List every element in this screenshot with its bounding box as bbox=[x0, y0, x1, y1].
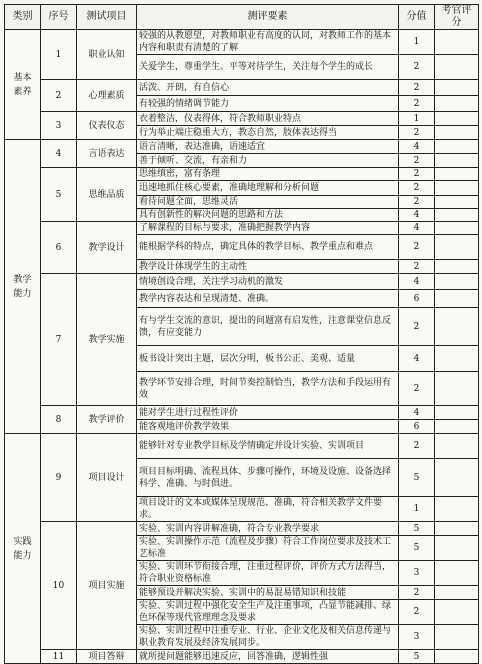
element-score: 2 bbox=[399, 126, 435, 140]
table-row bbox=[5, 112, 479, 126]
table-row bbox=[5, 222, 479, 235]
examiner-score-cell[interactable] bbox=[435, 346, 479, 372]
element-score: 2 bbox=[399, 586, 435, 600]
element-text: 行为举止端庄稳重大方，教态自然，肢体表达得当 bbox=[137, 126, 399, 140]
element-score: 6 bbox=[399, 290, 435, 308]
item-name: 教学实施 bbox=[77, 274, 137, 406]
examiner-score-cell[interactable] bbox=[435, 561, 479, 586]
element-score: 2 bbox=[399, 235, 435, 260]
element-score: 2 bbox=[399, 308, 435, 346]
element-score: 5 bbox=[399, 650, 435, 664]
examiner-score-cell[interactable] bbox=[435, 154, 479, 168]
evaluation-table bbox=[4, 4, 479, 664]
examiner-score-cell[interactable] bbox=[435, 80, 479, 96]
element-text: 具有创新性的解决问题的思路和方法 bbox=[137, 209, 399, 222]
item-name: 项目设计 bbox=[77, 434, 137, 522]
element-text: 板书设计突出主题，层次分明，板书公正、美观、适量 bbox=[137, 346, 399, 372]
item-name: 仪表仪态 bbox=[77, 112, 137, 140]
item-name: 项目实施 bbox=[77, 522, 137, 650]
element-score: 4 bbox=[399, 140, 435, 154]
table-row bbox=[5, 274, 479, 290]
element-text: 实验、实训过程中注重专业、行业、企业文化及相关信息传递与职业教育发展及经济发展同步。 bbox=[137, 625, 399, 650]
examiner-score-cell[interactable] bbox=[435, 459, 479, 497]
examiner-score-cell[interactable] bbox=[435, 126, 479, 140]
item-name: 职业认知 bbox=[77, 30, 137, 80]
element-text: 语言清晰，表达准确，语速适宜 bbox=[137, 140, 399, 154]
item-number: 1 bbox=[41, 30, 77, 80]
element-text: 实验、实训内容讲解准确，符合专业教学要求 bbox=[137, 522, 399, 536]
element-text: 能对学生进行过程性评价 bbox=[137, 406, 399, 420]
element-score: 2 bbox=[399, 55, 435, 80]
table-row bbox=[5, 650, 479, 664]
examiner-score-cell[interactable] bbox=[435, 260, 479, 274]
element-score: 2 bbox=[399, 260, 435, 274]
header-number: 序号 bbox=[41, 5, 77, 30]
examiner-score-cell[interactable] bbox=[435, 196, 479, 209]
examiner-score-cell[interactable] bbox=[435, 625, 479, 650]
item-number: 10 bbox=[41, 522, 77, 650]
element-score: 5 bbox=[399, 459, 435, 497]
element-score: 1 bbox=[399, 30, 435, 55]
element-text: 有较强的情绪调节能力 bbox=[137, 96, 399, 112]
item-number: 8 bbox=[41, 406, 77, 434]
element-text: 就所提问题能够迅速反应，回答准确，逻辑性强 bbox=[137, 650, 399, 664]
element-score: 3 bbox=[399, 625, 435, 650]
element-score: 1 bbox=[399, 112, 435, 126]
item-name: 教学评价 bbox=[77, 406, 137, 434]
element-score: 1 bbox=[399, 497, 435, 522]
element-text: 教学设计体现学生的主动性 bbox=[137, 260, 399, 274]
table-row bbox=[5, 522, 479, 536]
element-score: 2 bbox=[399, 600, 435, 625]
header-score: 分值 bbox=[399, 5, 435, 30]
header-row bbox=[5, 5, 479, 30]
element-score: 2 bbox=[399, 181, 435, 196]
examiner-score-cell[interactable] bbox=[435, 30, 479, 55]
element-text: 较强的从教愿望，对教师职业有高度的认同，对教师工作的基本内容和职责有清楚的了解 bbox=[137, 30, 399, 55]
examiner-score-cell[interactable] bbox=[435, 181, 479, 196]
element-score: 2 bbox=[399, 154, 435, 168]
element-score: 2 bbox=[399, 168, 435, 181]
element-text: 能根据学科的特点，确定具体的教学目标、教学重点和难点 bbox=[137, 235, 399, 260]
category-teaching-ability bbox=[5, 140, 41, 434]
element-text: 迅速地抓住核心要素，准确地理解和分析问题 bbox=[137, 181, 399, 196]
table-row bbox=[5, 434, 479, 459]
category-basic-quality bbox=[5, 30, 41, 140]
element-text: 能够针对专业教学目标及学情确定并设计实验、实训项目 bbox=[137, 434, 399, 459]
element-text: 实验、实训环节衔接合理，注重过程评价，评价方式方法得当，符合职业资格标准 bbox=[137, 561, 399, 586]
category-line: 素养 bbox=[13, 86, 32, 97]
element-score: 4 bbox=[399, 274, 435, 290]
item-name: 思维品质 bbox=[77, 168, 137, 222]
examiner-score-cell[interactable] bbox=[435, 650, 479, 664]
examiner-score-cell[interactable] bbox=[435, 420, 479, 434]
examiner-score-cell[interactable] bbox=[435, 168, 479, 181]
category-line: 基本 bbox=[13, 72, 32, 83]
item-number: 7 bbox=[41, 274, 77, 406]
element-text: 思维缜密，富有条理 bbox=[137, 168, 399, 181]
examiner-score-cell[interactable] bbox=[435, 522, 479, 536]
element-text: 了解课程的目标与要求，准确把握教学内容 bbox=[137, 222, 399, 235]
element-score: 2 bbox=[399, 80, 435, 96]
category-line: 能力 bbox=[13, 550, 32, 561]
element-score: 2 bbox=[399, 434, 435, 459]
category-line: 实践 bbox=[13, 536, 32, 547]
category-line: 能力 bbox=[13, 288, 32, 299]
element-score: 2 bbox=[399, 196, 435, 209]
examiner-score-cell[interactable] bbox=[435, 497, 479, 522]
element-score: 4 bbox=[399, 222, 435, 235]
examiner-score-cell[interactable] bbox=[435, 209, 479, 222]
element-score: 5 bbox=[399, 536, 435, 561]
item-number: 6 bbox=[41, 222, 77, 274]
element-score: 4 bbox=[399, 346, 435, 372]
examiner-score-cell[interactable] bbox=[435, 235, 479, 260]
element-score: 4 bbox=[399, 406, 435, 420]
examiner-score-cell[interactable] bbox=[435, 406, 479, 420]
examiner-score-cell[interactable] bbox=[435, 600, 479, 625]
table-row bbox=[5, 30, 479, 55]
examiner-score-cell[interactable] bbox=[435, 290, 479, 308]
examiner-score-cell[interactable] bbox=[435, 112, 479, 126]
examiner-score-cell[interactable] bbox=[435, 434, 479, 459]
item-number: 9 bbox=[41, 434, 77, 522]
element-text: 衣着整洁，仪表得体，符合教师职业特点 bbox=[137, 112, 399, 126]
element-score: 2 bbox=[399, 372, 435, 406]
element-score: 2 bbox=[399, 96, 435, 112]
examiner-score-cell[interactable] bbox=[435, 222, 479, 235]
element-score: 6 bbox=[399, 420, 435, 434]
element-text: 关爱学生，尊重学生、平等对待学生，关注每个学生的成长 bbox=[137, 55, 399, 80]
element-score: 4 bbox=[399, 209, 435, 222]
examiner-score-cell[interactable] bbox=[435, 308, 479, 346]
evaluation-table-container bbox=[4, 4, 478, 664]
header-elements: 测评要素 bbox=[137, 5, 399, 30]
item-name: 项目答辩 bbox=[77, 650, 137, 664]
category-line: 教学 bbox=[13, 274, 32, 285]
element-text: 有与学生交流的意识，提出的问题富有启发性，注意课堂信息反馈，有应变能力 bbox=[137, 308, 399, 346]
examiner-score-cell[interactable] bbox=[435, 274, 479, 290]
category-practical-ability bbox=[5, 434, 41, 664]
table-row bbox=[5, 406, 479, 420]
element-text: 情境创设合理，关注学习动机的激发 bbox=[137, 274, 399, 290]
item-number: 3 bbox=[41, 112, 77, 140]
table-row bbox=[5, 80, 479, 96]
item-number: 2 bbox=[41, 80, 77, 112]
element-text: 教学内容表达和呈现清楚、准确。 bbox=[137, 290, 399, 308]
item-name: 教学设计 bbox=[77, 222, 137, 274]
item-name: 心理素质 bbox=[77, 80, 137, 112]
examiner-score-cell[interactable] bbox=[435, 536, 479, 561]
element-text: 能客观地评价教学效果 bbox=[137, 420, 399, 434]
element-text: 教学环节安排合理，时间节奏控制恰当，教学方法和手段运用有效 bbox=[137, 372, 399, 406]
element-text: 项目设计的文本或媒体呈现规范、准确，符合相关教学文件要求。 bbox=[137, 497, 399, 522]
element-text: 活泼、开朗，有自信心 bbox=[137, 80, 399, 96]
element-text: 实验、实训过程中强化安全生产及注重事项，凸显节能减排、绿色环保等现代管理理念及要求 bbox=[137, 600, 399, 625]
element-text: 实验、实训操作示范（流程及步骤）符合工作岗位要求及技术工艺标准 bbox=[137, 536, 399, 561]
element-text: 看待问题全面，思维灵活 bbox=[137, 196, 399, 209]
element-text: 能够预设并解决实验、实训中的易混易错知识和技能 bbox=[137, 586, 399, 600]
examiner-score-cell[interactable] bbox=[435, 140, 479, 154]
element-text: 项目目标明确、流程具体、步骤可操作，环境及设施、设备选择科学、准确、与时俱进。 bbox=[137, 459, 399, 497]
examiner-score-cell[interactable] bbox=[435, 586, 479, 600]
table-row bbox=[5, 168, 479, 181]
header-category: 类别 bbox=[5, 5, 41, 30]
element-score: 5 bbox=[399, 522, 435, 536]
examiner-score-cell[interactable] bbox=[435, 372, 479, 406]
header-test-item: 测试项目 bbox=[77, 5, 137, 30]
item-number: 5 bbox=[41, 168, 77, 222]
header-examiner-score: 考官评分 bbox=[435, 5, 479, 30]
item-number: 4 bbox=[41, 140, 77, 168]
item-number: 11 bbox=[41, 650, 77, 664]
element-text: 善于倾听、交流，有亲和力 bbox=[137, 154, 399, 168]
table-row bbox=[5, 140, 479, 154]
item-name: 言语表达 bbox=[77, 140, 137, 168]
examiner-score-cell[interactable] bbox=[435, 96, 479, 112]
examiner-score-cell[interactable] bbox=[435, 55, 479, 80]
element-score: 3 bbox=[399, 561, 435, 586]
